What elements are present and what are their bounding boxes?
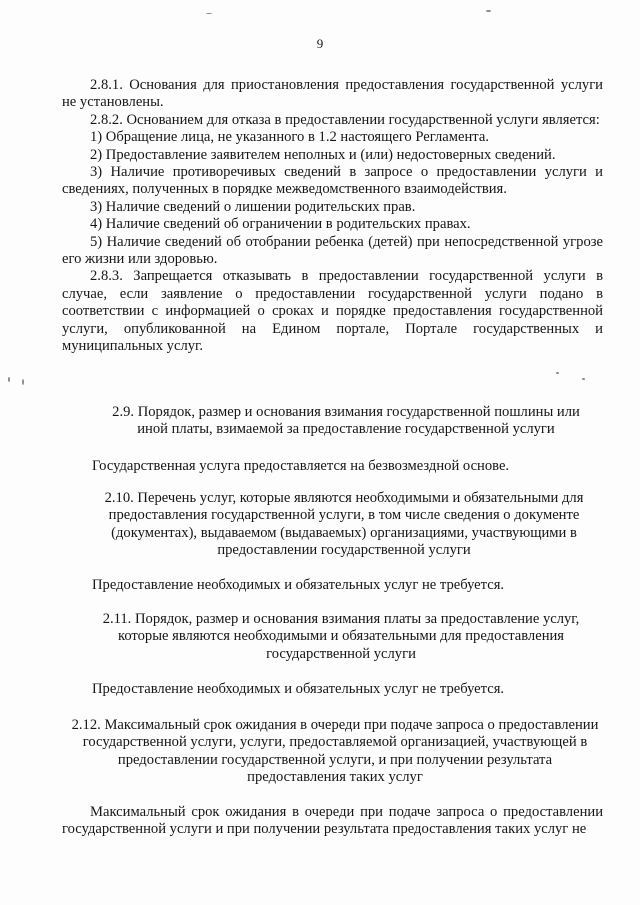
section-2-8 <box>62 77 603 356</box>
refusal-reason-item: 2) Предоставление заявителем неполных и (или) недостоверных сведений. <box>90 146 556 163</box>
scan-speck <box>22 379 24 385</box>
refusal-reason-item: 1) Обращение лица, не указанного в 1.2 настоящего Регламента. <box>90 129 489 146</box>
section-2-10-heading: 2.10. Перечень услуг, которые являются необходимыми и обязательными для предоставления государственной услуги, в том числе сведения о документе (документах), выдаваемом (выдаваемых) организациями, участвующими в предоставлении государственной услуги <box>104 490 584 559</box>
refusal-reason-item: 3) Наличие сведений о лишении родительских прав. <box>90 198 416 215</box>
section-2-11-heading: 2.11. Порядок, размер и основания взимания платы за предоставление услуг, которые являются необходимыми и обязательными для предоставления государственной услуги <box>102 611 580 662</box>
paragraph-2-8-3: 2.8.3. Запрещается отказывать в предоставлении государственной услуги в случае, если заявление о предоставлении государственной услуги подано в соответствии с информацией о сроках и порядке предоставления государственной услуги, опубликованной на Едином портале, Портале государственных и муниципальных услуг. <box>62 268 603 355</box>
page-number: 9 <box>316 36 324 51</box>
scan-speck <box>556 372 559 374</box>
scan-speck <box>8 377 10 382</box>
section-2-11-text: Предоставление необходимых и обязательных услуг не требуется. <box>92 681 505 697</box>
scan-speck <box>206 13 212 14</box>
section-2-12-body <box>62 804 603 839</box>
refusal-reason-item: 5) Наличие сведений об отобрании ребенка (детей) при непосредственной угрозе его жизни или здоровью. <box>62 233 603 268</box>
section-2-12-text: Максимальный срок ожидания в очереди при подаче запроса о предоставлении государственной услуги и при получении результата предоставления таких услуг не <box>62 804 603 838</box>
refusal-reason-item: 3) Наличие противоречивых сведений в запросе о предоставлении услуги и сведениях, полученных в порядке межведомственного взаимодействия. <box>62 164 603 198</box>
paragraph-2-8-1: 2.8.1. Основания для приостановления предоставления государственной услуги не установлены. <box>62 77 603 111</box>
scan-speck <box>486 10 491 12</box>
section-2-9-text: Государственная услуга предоставляется на безвозмездной основе. <box>92 458 510 474</box>
section-2-9-heading: 2.9. Порядок, размер и основания взимания государственной пошлины или иной платы, взимаемой за предоставление государственной услуги <box>112 404 580 438</box>
refusal-reason-item: 4) Наличие сведений об ограничении в родительских правах. <box>90 216 471 233</box>
section-2-10-text: Предоставление необходимых и обязательных услуг не требуется. <box>92 577 505 593</box>
section-2-12-heading: 2.12. Максимальный срок ожидания в очереди при подаче запроса о предоставлении государственной услуги, услуги, предоставляемой организацией, участвующей в предоставлении государственной услуги, и при получении результата предоставления таких услуг <box>71 717 599 786</box>
scan-speck <box>582 378 585 380</box>
paragraph-2-8-2: 2.8.2. Основанием для отказа в предоставлении государственной услуги является: <box>90 111 600 128</box>
